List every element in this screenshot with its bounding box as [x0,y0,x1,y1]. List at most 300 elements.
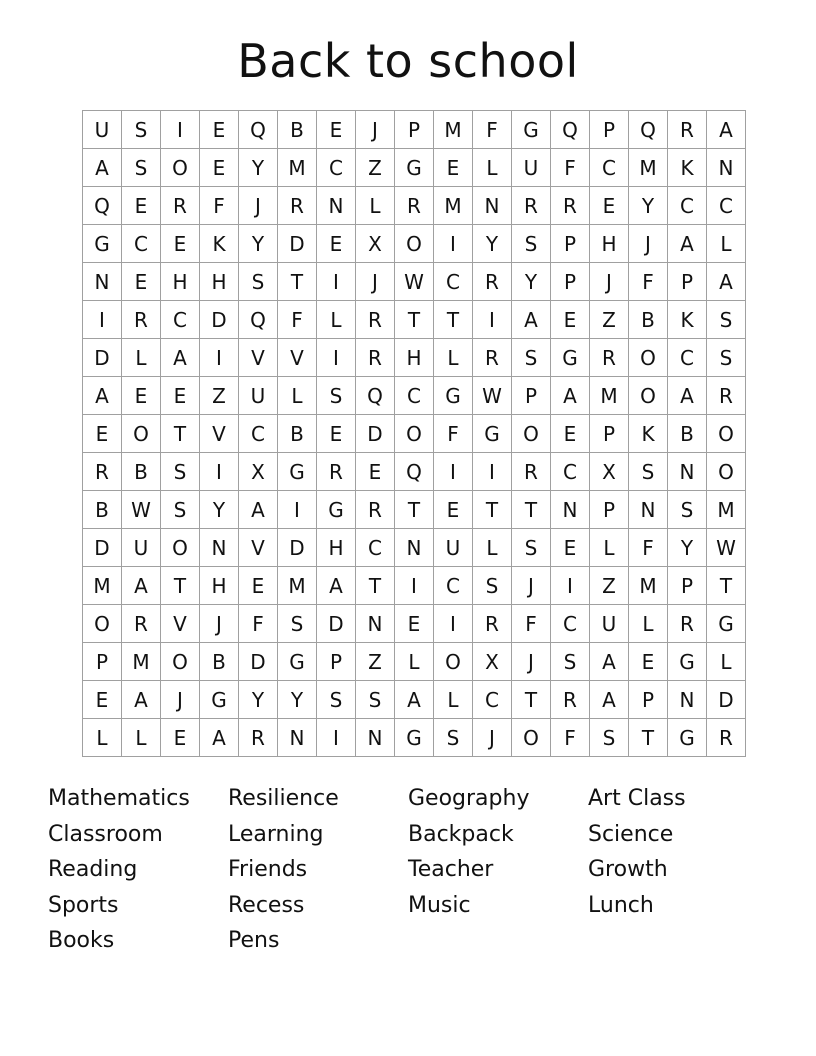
grid-cell: N [551,491,590,529]
grid-cell: Y [668,529,707,567]
grid-cell: P [668,263,707,301]
grid-row [83,339,746,377]
grid-cell: J [473,719,512,757]
grid-cell: S [161,453,200,491]
grid-cell: E [629,643,668,681]
grid-cell: F [278,301,317,339]
grid-cell: S [512,339,551,377]
word-list-item: Music [408,892,471,918]
grid-cell: O [707,415,746,453]
grid-cell: S [317,377,356,415]
grid-cell: B [122,453,161,491]
grid-cell: N [473,187,512,225]
grid-cell: W [395,263,434,301]
word-list-item: Reading [48,857,138,882]
grid-row [83,225,746,263]
grid-cell: I [434,453,473,491]
grid-cell: M [629,149,668,187]
grid-row [83,111,746,149]
grid-cell: M [278,149,317,187]
grid-cell: R [356,491,395,529]
grid-cell: Q [629,111,668,149]
grid-cell: C [239,415,278,453]
grid-row [83,377,746,415]
grid-cell: Y [629,187,668,225]
grid-cell: S [434,719,473,757]
grid-cell: S [161,491,200,529]
grid-cell: H [317,529,356,567]
grid-cell: O [161,643,200,681]
grid-cell: K [668,149,707,187]
grid-cell: W [707,529,746,567]
grid-cell: B [83,491,122,529]
grid-cell: Y [200,491,239,529]
grid-cell: E [200,111,239,149]
grid-row [83,643,746,681]
grid-cell: C [551,605,590,643]
grid-cell: U [122,529,161,567]
grid-cell: L [83,719,122,757]
grid-cell: V [278,339,317,377]
grid-cell: E [122,263,161,301]
grid-cell: I [473,453,512,491]
grid-cell: I [434,605,473,643]
grid-row [83,263,746,301]
grid-cell: Y [278,681,317,719]
grid-cell: I [317,339,356,377]
grid-cell: R [668,605,707,643]
grid-cell: I [434,225,473,263]
grid-cell: A [122,567,161,605]
grid-cell: C [434,263,473,301]
grid-cell: L [122,719,161,757]
grid-cell: I [200,339,239,377]
grid-cell: E [161,719,200,757]
grid-cell: Z [356,149,395,187]
grid-cell: T [161,567,200,605]
grid-cell: E [551,301,590,339]
grid-cell: L [590,529,629,567]
grid-cell: G [200,681,239,719]
grid-cell: C [161,301,200,339]
grid-cell: V [200,415,239,453]
grid-cell: Z [590,301,629,339]
grid-cell: A [590,643,629,681]
grid-cell: E [551,529,590,567]
grid-cell: N [629,491,668,529]
grid-cell: Q [551,111,590,149]
grid-cell: E [200,149,239,187]
grid-cell: J [590,263,629,301]
grid-cell: M [83,567,122,605]
grid-cell: E [161,377,200,415]
grid-row [83,301,746,339]
grid-cell: S [629,453,668,491]
grid-cell: Q [83,187,122,225]
grid-cell: X [356,225,395,263]
word-list-item: Growth [588,857,668,882]
grid-cell: R [590,339,629,377]
grid-cell: H [590,225,629,263]
grid-cell: G [395,719,434,757]
grid-cell: T [707,567,746,605]
grid-cell: A [707,263,746,301]
grid-cell: G [473,415,512,453]
grid-cell: H [200,567,239,605]
grid-cell: D [200,301,239,339]
grid-cell: R [122,605,161,643]
grid-cell: A [122,681,161,719]
grid-cell: R [707,719,746,757]
grid-cell: L [707,225,746,263]
grid-cell: O [83,605,122,643]
grid-cell: E [83,415,122,453]
grid-cell: W [122,491,161,529]
grid-cell: E [161,225,200,263]
grid-cell: A [239,491,278,529]
grid-cell: F [239,605,278,643]
grid-cell: S [278,605,317,643]
grid-cell: K [200,225,239,263]
grid-cell: T [629,719,668,757]
grid-cell: L [629,605,668,643]
grid-cell: N [200,529,239,567]
grid-cell: N [707,149,746,187]
grid-cell: C [668,339,707,377]
grid-cell: I [200,453,239,491]
grid-cell: P [512,377,551,415]
grid-cell: G [707,605,746,643]
grid-cell: S [122,149,161,187]
word-list-item: Geography [408,786,530,811]
grid-cell: C [668,187,707,225]
word-list-item: Books [48,928,115,953]
grid-cell: I [317,719,356,757]
grid-row [83,529,746,567]
grid-cell: Q [239,111,278,149]
grid-cell: P [551,225,590,263]
grid-cell: S [707,301,746,339]
grid-cell: O [122,415,161,453]
grid-cell: M [278,567,317,605]
grid-cell: Q [239,301,278,339]
grid-cell: R [356,301,395,339]
grid-cell: R [395,187,434,225]
grid-cell: B [200,643,239,681]
grid-cell: L [356,187,395,225]
grid-cell: A [83,149,122,187]
word-list-item: Learning [228,821,324,847]
grid-cell: R [512,453,551,491]
grid-cell: E [434,491,473,529]
grid-cell: Y [239,681,278,719]
grid-cell: L [434,339,473,377]
grid-cell: R [278,187,317,225]
grid-cell: T [395,301,434,339]
grid-cell: S [512,529,551,567]
grid-cell: T [512,491,551,529]
grid-row [83,149,746,187]
grid-cell: P [551,263,590,301]
grid-cell: G [83,225,122,263]
grid-cell: T [356,567,395,605]
grid-cell: P [83,643,122,681]
grid-cell: D [317,605,356,643]
grid-cell: C [317,149,356,187]
word-list [48,784,768,962]
grid-cell: S [707,339,746,377]
word-list-item: Pens [228,928,280,953]
grid-cell: Z [356,643,395,681]
grid-cell: D [707,681,746,719]
grid-cell: D [278,529,317,567]
grid-cell: W [473,377,512,415]
grid-cell: A [707,111,746,149]
grid-cell: G [278,643,317,681]
grid-cell: A [83,377,122,415]
grid-cell: C [122,225,161,263]
grid-cell: J [512,643,551,681]
grid-cell: R [551,187,590,225]
grid-cell: Y [512,263,551,301]
grid-cell: F [551,719,590,757]
grid-cell: F [434,415,473,453]
grid-cell: C [395,377,434,415]
word-list-item: Sports [48,892,119,918]
grid-cell: Y [473,225,512,263]
grid-cell: E [122,187,161,225]
grid-cell: A [512,301,551,339]
grid-cell: J [239,187,278,225]
grid-cell: U [239,377,278,415]
grid-cell: I [83,301,122,339]
grid-cell: Z [200,377,239,415]
grid-row [83,605,746,643]
grid-row [83,719,746,757]
grid-cell: F [512,605,551,643]
grid-cell: A [200,719,239,757]
grid-cell: S [473,567,512,605]
grid-cell: M [122,643,161,681]
grid-cell: P [395,111,434,149]
grid-cell: D [239,643,278,681]
grid-cell: P [590,111,629,149]
grid-cell: B [278,111,317,149]
grid-cell: G [512,111,551,149]
grid-cell: N [83,263,122,301]
grid-cell: X [473,643,512,681]
grid-cell: J [356,111,395,149]
grid-cell: J [629,225,668,263]
grid-cell: H [200,263,239,301]
grid-cell: A [668,377,707,415]
grid-cell: C [590,149,629,187]
grid-cell: F [629,529,668,567]
word-list-item: Recess [228,892,305,918]
grid-cell: J [512,567,551,605]
grid-cell: R [473,263,512,301]
grid-cell: R [707,377,746,415]
grid-cell: R [83,453,122,491]
grid-cell: I [317,263,356,301]
grid-cell: P [590,491,629,529]
grid-cell: K [668,301,707,339]
grid-row [83,415,746,453]
grid-cell: O [629,377,668,415]
grid-cell: X [239,453,278,491]
grid-cell: T [161,415,200,453]
grid-cell: C [356,529,395,567]
grid-cell: F [551,149,590,187]
grid-cell: G [317,491,356,529]
grid-cell: J [161,681,200,719]
grid-cell: T [395,491,434,529]
grid-cell: D [356,415,395,453]
grid-cell: Q [356,377,395,415]
grid-cell: A [395,681,434,719]
grid-cell: R [239,719,278,757]
grid-cell: H [395,339,434,377]
grid-cell: E [239,567,278,605]
grid-cell: P [590,415,629,453]
grid-cell: L [434,681,473,719]
grid-cell: S [239,263,278,301]
grid-cell: N [278,719,317,757]
grid-cell: S [668,491,707,529]
grid-cell: E [551,415,590,453]
grid-cell: O [434,643,473,681]
grid-cell: M [707,491,746,529]
grid-cell: T [512,681,551,719]
grid-cell: S [512,225,551,263]
grid-cell: G [434,377,473,415]
grid-cell: K [629,415,668,453]
word-search-grid [82,110,746,757]
grid-row [83,567,746,605]
grid-cell: R [512,187,551,225]
grid-cell: L [278,377,317,415]
grid-cell: B [278,415,317,453]
grid-cell: N [668,453,707,491]
grid-cell: O [161,529,200,567]
grid-cell: L [707,643,746,681]
grid-cell: A [668,225,707,263]
grid-cell: N [395,529,434,567]
grid-cell: O [512,719,551,757]
grid-cell: O [161,149,200,187]
grid-row [83,681,746,719]
grid-cell: B [668,415,707,453]
word-list-item: Resilience [228,786,339,811]
word-list-item: Art Class [588,786,686,811]
grid-cell: I [551,567,590,605]
word-list-item: Science [588,821,674,847]
grid-cell: G [395,149,434,187]
grid-cell: R [668,111,707,149]
grid-cell: F [629,263,668,301]
grid-cell: C [473,681,512,719]
grid-cell: L [317,301,356,339]
grid-cell: A [161,339,200,377]
grid-cell: Y [239,225,278,263]
grid-cell: O [395,415,434,453]
grid-cell: Z [590,567,629,605]
grid-cell: A [590,681,629,719]
grid-cell: L [473,529,512,567]
grid-cell: F [473,111,512,149]
grid-cell: E [317,225,356,263]
grid-row [83,187,746,225]
grid-cell: P [668,567,707,605]
grid-cell: A [551,377,590,415]
grid-cell: N [668,681,707,719]
grid-cell: O [707,453,746,491]
word-list-item: Teacher [408,857,494,882]
grid-cell: C [551,453,590,491]
grid-cell: Y [239,149,278,187]
grid-cell: T [434,301,473,339]
word-list-item: Backpack [408,821,514,847]
word-list-item: Lunch [588,892,654,918]
page-title: Back to school [237,34,579,88]
word-list-item: Mathematics [48,786,190,811]
grid-cell: O [395,225,434,263]
grid-cell: C [707,187,746,225]
grid-cell: N [356,605,395,643]
grid-cell: N [356,719,395,757]
grid-cell: S [356,681,395,719]
grid-row [83,491,746,529]
grid-cell: H [161,263,200,301]
grid-cell: V [239,339,278,377]
grid-cell: U [512,149,551,187]
grid-cell: E [83,681,122,719]
grid-cell: R [317,453,356,491]
grid-cell: R [122,301,161,339]
grid-cell: U [590,605,629,643]
grid-cell: O [629,339,668,377]
grid-cell: F [200,187,239,225]
grid-cell: U [434,529,473,567]
grid-cell: E [317,415,356,453]
grid-cell: E [317,111,356,149]
grid-cell: S [317,681,356,719]
grid-cell: E [434,149,473,187]
grid-cell: T [278,263,317,301]
grid-cell: R [161,187,200,225]
grid-cell: C [434,567,473,605]
grid-cell: T [473,491,512,529]
grid-cell: G [668,719,707,757]
grid-cell: N [317,187,356,225]
grid-cell: I [161,111,200,149]
word-list-item: Friends [228,857,308,882]
grid-cell: M [434,187,473,225]
grid-cell: R [356,339,395,377]
grid-cell: B [629,301,668,339]
grid-cell: D [83,339,122,377]
grid-cell: D [278,225,317,263]
grid-cell: S [590,719,629,757]
grid-cell: P [317,643,356,681]
grid-cell: A [317,567,356,605]
grid-cell: G [551,339,590,377]
grid-cell: J [200,605,239,643]
grid-cell: D [83,529,122,567]
grid-cell: R [551,681,590,719]
grid-cell: I [278,491,317,529]
grid-cell: M [590,377,629,415]
